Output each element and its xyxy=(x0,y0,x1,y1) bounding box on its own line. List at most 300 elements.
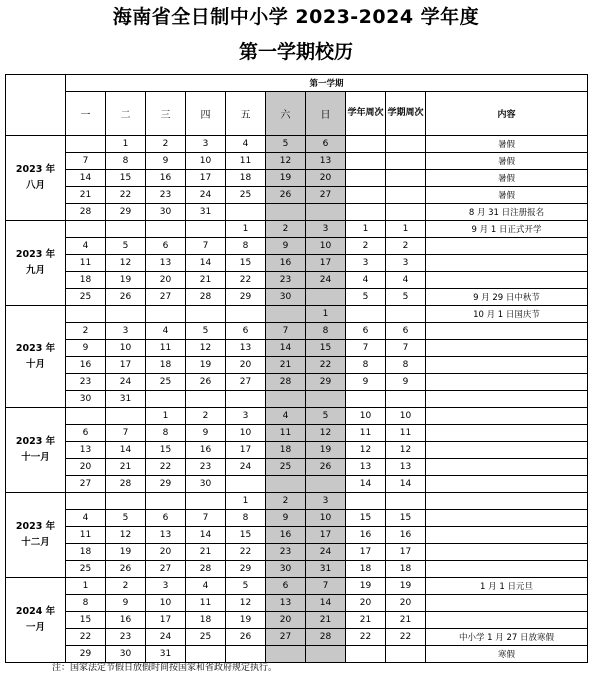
day-cell xyxy=(106,493,146,510)
semester-week-cell xyxy=(386,187,426,204)
semester-week-cell: 1 xyxy=(386,221,426,238)
day-cell xyxy=(306,204,346,221)
day-cell: 16 xyxy=(106,612,146,629)
semester-week-header: 学期周次 xyxy=(386,92,426,136)
school-year-week-cell xyxy=(346,170,386,187)
day-cell xyxy=(66,493,106,510)
day-cell: 21 xyxy=(186,544,226,561)
day-cell: 22 xyxy=(226,272,266,289)
day-cell: 31 xyxy=(106,391,146,408)
day-cell: 31 xyxy=(306,561,346,578)
day-cell xyxy=(186,221,226,238)
day-cell: 17 xyxy=(186,170,226,187)
day-cell: 26 xyxy=(186,374,226,391)
day-cell: 30 xyxy=(266,561,306,578)
day-cell xyxy=(266,476,306,493)
day-cell: 9 xyxy=(266,510,306,527)
day-cell: 20 xyxy=(146,272,186,289)
school-year-week-cell: 18 xyxy=(346,561,386,578)
day-cell: 15 xyxy=(106,170,146,187)
day-cell: 22 xyxy=(226,544,266,561)
day-cell: 22 xyxy=(66,629,106,646)
day-cell xyxy=(186,391,226,408)
day-cell: 7 xyxy=(106,425,146,442)
day-cell: 10 xyxy=(106,340,146,357)
day-cell: 3 xyxy=(146,578,186,595)
school-year-week-cell: 2 xyxy=(346,238,386,255)
semester-week-cell: 18 xyxy=(386,561,426,578)
day-cell xyxy=(306,646,346,663)
day-cell: 2 xyxy=(266,221,306,238)
day-cell: 13 xyxy=(226,340,266,357)
day-cell: 28 xyxy=(66,204,106,221)
week-row xyxy=(6,527,588,544)
day-cell: 25 xyxy=(186,629,226,646)
day-cell: 6 xyxy=(226,323,266,340)
school-year-week-cell: 4 xyxy=(346,272,386,289)
day-cell: 15 xyxy=(226,527,266,544)
day-cell: 24 xyxy=(226,459,266,476)
school-year-week-header: 学年周次 xyxy=(346,92,386,136)
week-row xyxy=(6,459,588,476)
day-cell xyxy=(226,306,266,323)
week-row xyxy=(6,323,588,340)
content-cell xyxy=(426,561,588,578)
day-cell: 13 xyxy=(146,255,186,272)
day-cell: 23 xyxy=(146,187,186,204)
day-cell: 5 xyxy=(266,136,306,153)
semester-week-cell: 17 xyxy=(386,544,426,561)
day-cell: 16 xyxy=(66,357,106,374)
day-cell: 8 xyxy=(226,510,266,527)
day-cell: 29 xyxy=(106,204,146,221)
school-year-week-cell: 9 xyxy=(346,374,386,391)
day-cell: 11 xyxy=(146,340,186,357)
day-cell: 29 xyxy=(66,646,106,663)
school-year-week-cell xyxy=(346,646,386,663)
semester-week-cell: 12 xyxy=(386,442,426,459)
day-cell xyxy=(66,408,106,425)
day-cell: 9 xyxy=(66,340,106,357)
day-cell: 25 xyxy=(266,459,306,476)
day-cell: 1 xyxy=(106,136,146,153)
day-cell: 28 xyxy=(106,476,146,493)
school-year-week-cell xyxy=(346,153,386,170)
school-year-week-cell: 21 xyxy=(346,612,386,629)
week-row xyxy=(6,306,588,323)
day-cell: 24 xyxy=(106,374,146,391)
week-row xyxy=(6,204,588,221)
day-cell: 21 xyxy=(186,272,226,289)
day-cell: 21 xyxy=(266,357,306,374)
day-cell: 21 xyxy=(66,187,106,204)
week-row xyxy=(6,340,588,357)
day-cell: 6 xyxy=(146,510,186,527)
day-cell: 18 xyxy=(186,612,226,629)
day-cell: 18 xyxy=(66,544,106,561)
school-year-week-cell: 19 xyxy=(346,578,386,595)
day-cell: 12 xyxy=(186,340,226,357)
day-cell: 26 xyxy=(106,289,146,306)
school-year-week-cell: 8 xyxy=(346,357,386,374)
school-year-week-cell: 16 xyxy=(346,527,386,544)
semester-week-cell: 4 xyxy=(386,272,426,289)
day-cell: 15 xyxy=(146,442,186,459)
day-cell: 26 xyxy=(306,459,346,476)
day-cell: 7 xyxy=(66,153,106,170)
semester-week-cell: 10 xyxy=(386,408,426,425)
weekday-header: 二 xyxy=(106,92,146,136)
day-cell: 19 xyxy=(266,170,306,187)
calendar-title: 海南省全日制中小学 2023-2024 学年度 xyxy=(112,6,480,28)
school-year-week-cell: 5 xyxy=(346,289,386,306)
day-cell xyxy=(146,391,186,408)
semester-week-cell: 14 xyxy=(386,476,426,493)
week-row xyxy=(6,544,588,561)
day-cell: 30 xyxy=(146,204,186,221)
semester-week-cell: 9 xyxy=(386,374,426,391)
semester-week-cell: 2 xyxy=(386,238,426,255)
day-cell: 25 xyxy=(146,374,186,391)
day-cell: 13 xyxy=(146,527,186,544)
day-cell xyxy=(186,306,226,323)
semester-week-cell xyxy=(386,493,426,510)
day-cell: 12 xyxy=(306,425,346,442)
day-cell: 2 xyxy=(146,136,186,153)
content-cell xyxy=(426,612,588,629)
day-cell: 20 xyxy=(226,357,266,374)
day-cell: 11 xyxy=(226,153,266,170)
week-row xyxy=(6,357,588,374)
day-cell: 7 xyxy=(266,323,306,340)
day-cell: 23 xyxy=(186,459,226,476)
day-cell: 19 xyxy=(226,612,266,629)
day-cell: 25 xyxy=(226,187,266,204)
day-cell: 14 xyxy=(266,340,306,357)
semester-week-cell: 6 xyxy=(386,323,426,340)
week-row xyxy=(6,510,588,527)
day-cell: 30 xyxy=(66,391,106,408)
school-year-week-cell xyxy=(346,306,386,323)
day-cell xyxy=(266,391,306,408)
day-cell: 19 xyxy=(106,544,146,561)
day-cell: 26 xyxy=(106,561,146,578)
day-cell: 24 xyxy=(146,629,186,646)
semester-week-cell: 16 xyxy=(386,527,426,544)
week-row xyxy=(6,561,588,578)
day-cell: 4 xyxy=(186,578,226,595)
content-cell xyxy=(426,238,588,255)
day-cell: 12 xyxy=(226,595,266,612)
day-cell: 8 xyxy=(66,595,106,612)
semester-week-cell: 5 xyxy=(386,289,426,306)
day-cell: 12 xyxy=(106,527,146,544)
day-cell: 28 xyxy=(306,629,346,646)
day-cell: 16 xyxy=(266,255,306,272)
semester-week-cell: 22 xyxy=(386,629,426,646)
content-cell xyxy=(426,374,588,391)
week-row xyxy=(6,425,588,442)
day-cell: 7 xyxy=(306,578,346,595)
day-cell xyxy=(266,204,306,221)
day-cell xyxy=(266,306,306,323)
weekday-header: 四 xyxy=(186,92,226,136)
week-row xyxy=(6,629,588,646)
day-cell: 26 xyxy=(226,629,266,646)
day-cell: 14 xyxy=(186,255,226,272)
day-cell: 23 xyxy=(106,629,146,646)
day-cell: 26 xyxy=(266,187,306,204)
weekday-header: 三 xyxy=(146,92,186,136)
week-row xyxy=(6,187,588,204)
semester-week-cell: 15 xyxy=(386,510,426,527)
content-cell xyxy=(426,544,588,561)
semester-week-cell: 13 xyxy=(386,459,426,476)
day-cell: 14 xyxy=(66,170,106,187)
semester-week-cell: 19 xyxy=(386,578,426,595)
day-cell xyxy=(146,221,186,238)
day-cell: 22 xyxy=(106,187,146,204)
semester-week-cell: 7 xyxy=(386,340,426,357)
calendar-subtitle: 第一学期校历 xyxy=(238,41,353,63)
day-cell: 1 xyxy=(146,408,186,425)
day-cell: 10 xyxy=(226,425,266,442)
month-label: 2023 年 十一月 xyxy=(6,408,66,493)
day-cell: 27 xyxy=(66,476,106,493)
footnote: 注：国家法定节假日放假时间按国家和省政府规定执行。 xyxy=(52,663,278,673)
day-cell: 5 xyxy=(106,238,146,255)
day-cell: 28 xyxy=(186,561,226,578)
semester-week-cell xyxy=(386,646,426,663)
weekday-header: 日 xyxy=(306,92,346,136)
school-year-week-cell: 10 xyxy=(346,408,386,425)
day-cell: 25 xyxy=(66,289,106,306)
day-cell: 18 xyxy=(266,442,306,459)
day-cell: 29 xyxy=(306,374,346,391)
school-year-week-cell xyxy=(346,187,386,204)
school-year-week-cell: 14 xyxy=(346,476,386,493)
content-cell: 暑假 xyxy=(426,170,588,187)
week-row xyxy=(6,493,588,510)
semester-week-cell xyxy=(386,170,426,187)
day-cell: 30 xyxy=(186,476,226,493)
month-label: 2023 年 十二月 xyxy=(6,493,66,578)
day-cell: 19 xyxy=(186,357,226,374)
content-cell: 9 月 29 日中秋节 xyxy=(426,289,588,306)
day-cell: 31 xyxy=(146,646,186,663)
day-cell xyxy=(226,476,266,493)
day-cell: 11 xyxy=(66,527,106,544)
day-cell: 27 xyxy=(266,629,306,646)
day-cell: 22 xyxy=(146,459,186,476)
day-cell: 14 xyxy=(306,595,346,612)
day-cell: 3 xyxy=(226,408,266,425)
day-cell xyxy=(306,391,346,408)
day-cell: 8 xyxy=(226,238,266,255)
day-cell: 29 xyxy=(146,476,186,493)
day-cell: 23 xyxy=(266,272,306,289)
day-cell xyxy=(146,306,186,323)
day-cell: 27 xyxy=(226,374,266,391)
school-year-week-cell: 17 xyxy=(346,544,386,561)
day-cell: 28 xyxy=(266,374,306,391)
day-cell: 30 xyxy=(106,646,146,663)
day-cell: 17 xyxy=(306,527,346,544)
week-row xyxy=(6,408,588,425)
content-cell: 9 月 1 日正式开学 xyxy=(426,221,588,238)
week-row xyxy=(6,153,588,170)
day-cell: 1 xyxy=(226,493,266,510)
day-cell: 5 xyxy=(306,408,346,425)
day-cell: 2 xyxy=(266,493,306,510)
day-cell: 23 xyxy=(66,374,106,391)
day-cell xyxy=(106,306,146,323)
day-cell: 5 xyxy=(106,510,146,527)
month-label: 2023 年 九月 xyxy=(6,221,66,306)
week-row xyxy=(6,612,588,629)
day-cell: 4 xyxy=(66,510,106,527)
school-year-week-cell: 12 xyxy=(346,442,386,459)
week-row xyxy=(6,221,588,238)
day-cell: 16 xyxy=(146,170,186,187)
day-cell: 21 xyxy=(106,459,146,476)
day-cell: 24 xyxy=(186,187,226,204)
day-cell: 2 xyxy=(186,408,226,425)
content-cell xyxy=(426,459,588,476)
semester-week-cell xyxy=(386,306,426,323)
day-cell xyxy=(226,391,266,408)
week-row xyxy=(6,255,588,272)
content-cell: 8 月 31 日注册报名 xyxy=(426,204,588,221)
content-cell xyxy=(426,255,588,272)
content-cell xyxy=(426,510,588,527)
content-cell xyxy=(426,340,588,357)
day-cell: 3 xyxy=(306,221,346,238)
day-cell: 15 xyxy=(306,340,346,357)
content-cell: 暑假 xyxy=(426,136,588,153)
day-cell: 21 xyxy=(306,612,346,629)
day-cell xyxy=(306,476,346,493)
semester-week-cell xyxy=(386,391,426,408)
content-cell xyxy=(426,425,588,442)
day-cell xyxy=(66,221,106,238)
day-cell: 6 xyxy=(66,425,106,442)
content-header: 内容 xyxy=(426,92,588,136)
day-cell: 4 xyxy=(66,238,106,255)
day-cell: 22 xyxy=(306,357,346,374)
day-cell: 28 xyxy=(186,289,226,306)
day-cell: 17 xyxy=(146,612,186,629)
day-cell: 13 xyxy=(66,442,106,459)
day-cell: 13 xyxy=(306,153,346,170)
week-row xyxy=(6,238,588,255)
semester-week-cell xyxy=(386,136,426,153)
school-year-week-cell xyxy=(346,493,386,510)
content-cell xyxy=(426,527,588,544)
weekday-header: 一 xyxy=(66,92,106,136)
content-cell xyxy=(426,442,588,459)
day-cell: 8 xyxy=(306,323,346,340)
semester-week-cell: 21 xyxy=(386,612,426,629)
content-cell xyxy=(426,323,588,340)
day-cell: 3 xyxy=(306,493,346,510)
week-row xyxy=(6,578,588,595)
semester-week-cell: 20 xyxy=(386,595,426,612)
day-cell: 6 xyxy=(306,136,346,153)
day-cell: 27 xyxy=(306,187,346,204)
school-year-week-cell xyxy=(346,136,386,153)
day-cell xyxy=(146,493,186,510)
day-cell xyxy=(306,289,346,306)
content-cell: 1 月 1 日元旦 xyxy=(426,578,588,595)
day-cell: 16 xyxy=(266,527,306,544)
month-label: 2023 年 八月 xyxy=(6,136,66,221)
day-cell: 13 xyxy=(266,595,306,612)
week-row xyxy=(6,442,588,459)
weekday-header: 六 xyxy=(266,92,306,136)
day-cell: 27 xyxy=(146,289,186,306)
day-cell: 17 xyxy=(226,442,266,459)
day-cell: 20 xyxy=(146,544,186,561)
day-cell: 17 xyxy=(306,255,346,272)
calendar-body xyxy=(6,136,588,663)
school-year-week-cell: 20 xyxy=(346,595,386,612)
day-cell: 9 xyxy=(266,238,306,255)
day-cell: 14 xyxy=(186,527,226,544)
content-cell: 暑假 xyxy=(426,187,588,204)
day-cell: 18 xyxy=(66,272,106,289)
school-year-week-cell: 13 xyxy=(346,459,386,476)
day-cell: 10 xyxy=(306,238,346,255)
day-cell: 29 xyxy=(226,289,266,306)
day-cell xyxy=(186,493,226,510)
day-cell: 1 xyxy=(66,578,106,595)
semester-header: 第一学期 xyxy=(66,75,588,92)
day-cell: 16 xyxy=(186,442,226,459)
day-cell: 6 xyxy=(146,238,186,255)
semester-week-cell: 11 xyxy=(386,425,426,442)
day-cell: 24 xyxy=(306,544,346,561)
content-cell xyxy=(426,357,588,374)
day-cell: 27 xyxy=(146,561,186,578)
day-cell: 20 xyxy=(306,170,346,187)
content-cell xyxy=(426,595,588,612)
day-cell: 10 xyxy=(306,510,346,527)
content-cell xyxy=(426,391,588,408)
day-cell xyxy=(66,136,106,153)
week-row xyxy=(6,374,588,391)
week-row xyxy=(6,272,588,289)
day-cell: 30 xyxy=(266,289,306,306)
school-year-week-cell: 22 xyxy=(346,629,386,646)
weekday-header: 五 xyxy=(226,92,266,136)
day-cell: 11 xyxy=(66,255,106,272)
school-year-week-cell: 7 xyxy=(346,340,386,357)
week-row xyxy=(6,476,588,493)
month-label: 2023 年 十月 xyxy=(6,306,66,408)
day-cell xyxy=(106,408,146,425)
school-year-week-cell: 1 xyxy=(346,221,386,238)
content-cell: 寒假 xyxy=(426,646,588,663)
semester-week-cell xyxy=(386,204,426,221)
day-cell: 14 xyxy=(106,442,146,459)
content-cell: 10 月 1 日国庆节 xyxy=(426,306,588,323)
day-cell: 2 xyxy=(66,323,106,340)
day-cell: 18 xyxy=(146,357,186,374)
day-cell: 8 xyxy=(106,153,146,170)
week-row xyxy=(6,136,588,153)
week-row xyxy=(6,595,588,612)
